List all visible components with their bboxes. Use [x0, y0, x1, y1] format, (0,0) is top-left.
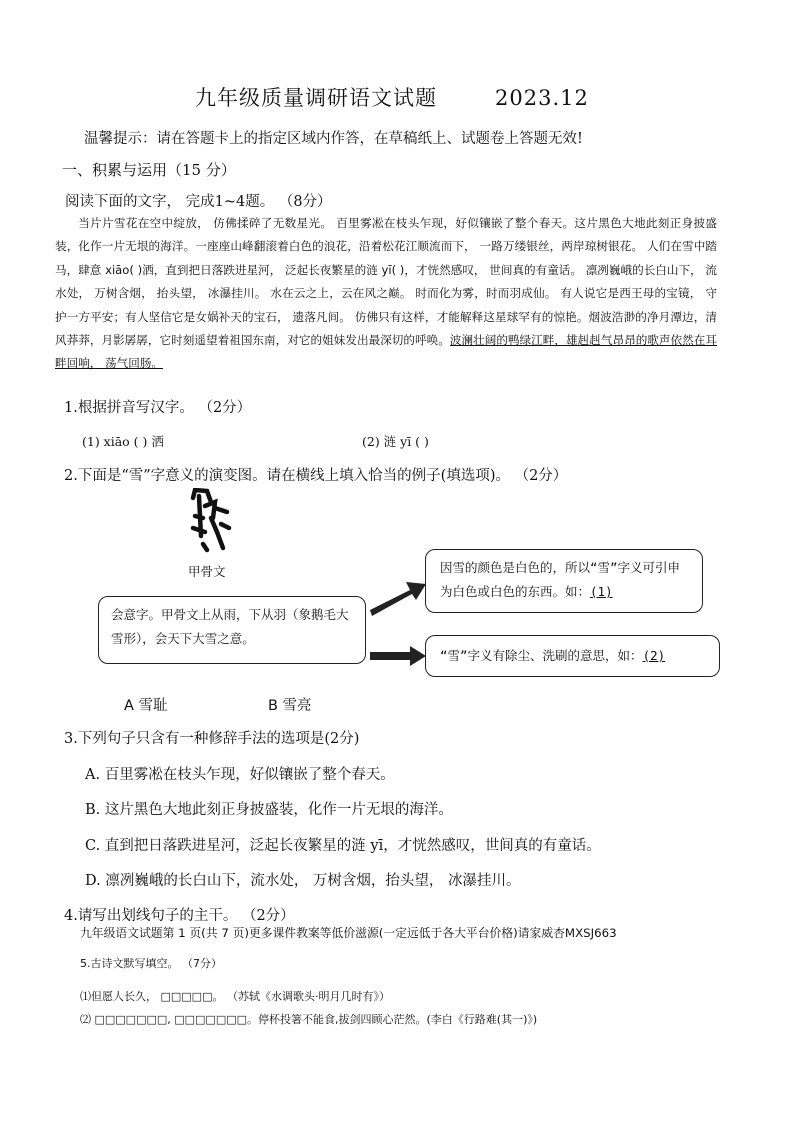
page-title [195, 82, 589, 112]
reading-instruction: 阅读下面的文字， 完成1~4题。 （8分） [65, 194, 332, 210]
question-3: 3.下列句子只含有一种修辞手法的选项是(2分) [64, 731, 360, 747]
q5-item-2: ⑵ □□□□□□□, □□□□□□□。停杯投箸不能食,拔剑四顾心茫然。(李白《行路难(其一)》) [80, 1013, 538, 1026]
question-2: 2.下面是“雪”字意义的演变图。请在横线上填入恰当的例子(填选项)。 （2分） [64, 468, 568, 484]
underlined-sentence: 波澜壮阔的鸭绿江畔，雄赳赳气昂昂的歌声依然在耳畔回响， 荡气回肠。 [55, 333, 717, 371]
meaning-text-1: 因雪的颜色是白色的，所以“雪”字义可引申为白色或白色的东西。如： [440, 560, 681, 599]
question-5: 5.古诗文默写填空。 （7分） [80, 957, 222, 970]
q3-option-b: B. 这片黑色大地此刻正身披盛装，化作一片无垠的海洋。 [85, 802, 453, 818]
exam-title: 九年级质量调研语文试题 [195, 86, 437, 110]
meaning-box-1 [425, 549, 703, 613]
oracle-bone-snow-glyph [185, 488, 245, 558]
arrow-right-icon [370, 646, 426, 666]
q1-blank-a: (1) xiāo ( ) 洒 [82, 434, 164, 449]
reading-passage [55, 212, 717, 376]
page-footer: 九年级语文试题第 1 页(共 7 页)更多课件教案等低价滋源(一定远低于各大平台价格)请家威杏MXSJ663 [80, 926, 617, 940]
origin-box [98, 596, 366, 664]
exam-date: 2023.12 [495, 86, 589, 110]
blank-2: (2) [642, 648, 666, 663]
section-heading: 一、积累与运用（15 分） [62, 161, 236, 179]
arrows [366, 570, 428, 680]
option-a: A 雪耻 [124, 698, 168, 714]
q1-blank-b: (2) 涟 yī ( ) [362, 434, 429, 449]
q3-option-a: A. 百里雾凇在枝头乍现，好似镶嵌了整个春天。 [85, 767, 395, 783]
option-b: B 雪亮 [268, 698, 312, 714]
meaning-box-2 [425, 635, 720, 677]
q3-option-c: C. 直到把日落跌进星河，泛起长夜繁星的涟 yī，才恍然感叹，世间真的有童话。 [85, 838, 601, 854]
q3-option-d: D. 凛冽巍峨的长白山下，流水处， 万树含烟，抬头望， 冰瀑挂川。 [85, 873, 521, 889]
passage-text: 当片片雪花在空中绽放， 仿佛揉碎了无数星光。 百里雾凇在枝头乍现，好似镶嵌了整个春天。这片黑色大地此刻正身披盛装，化作一片无垠的海洋。一座座山峰翻滚着白色的浪花，沿着松花江顺流而下， 一路万缕银丝，两岸琼树银花。 人们在雪中踏马，肆意 xiāo( )洒，直到把日落跌进星河， 泛起长夜繁星的涟 yī( )，才恍然感叹， 世间真的有童话。 凛冽巍峨的长白山下， 流水处， 万树含烟， 抬头望， 冰瀑挂川。 水在云之上，云在风之巅。 时而化为雾，时而羽成仙。 有人说它是西王母的宝镜， 守护一方平安；有人坚信它是女娲补天的宝石， 遗落凡间。 仿佛只有这样，才能解释这星球罕有的惊艳。烟波浩渺的净月潭边，清风莽莽，月影孱孱，它时刻遥望着祖国东南，对它的姐妹发出最深切的呼唤。 [55, 216, 717, 348]
oracle-caption: 甲骨文 [188, 564, 226, 579]
blank-1: (1) [590, 584, 613, 599]
question-4: 4.请写出划线句子的主干。 （2分） [64, 908, 295, 924]
q5-item-1: ⑴但愿人长久， □□□□□。 （苏轼《水调歌头·明月几时有》） [80, 990, 390, 1003]
origin-text: 会意字。甲骨文上从雨，下从羽（象鹅毛大雪形），会天下大雪之意。 [111, 607, 349, 646]
warm-tip: 温馨提示：请在答题卡上的指定区域内作答，在草稿纸上、试题卷上答题无效! [84, 131, 583, 147]
meaning-text-2: “雪”字义有除尘、洗刷的意思，如： [440, 648, 643, 663]
arrow-up-icon [370, 582, 426, 616]
question-1: 1.根据拼音写汉字。 （2分） [64, 400, 252, 416]
